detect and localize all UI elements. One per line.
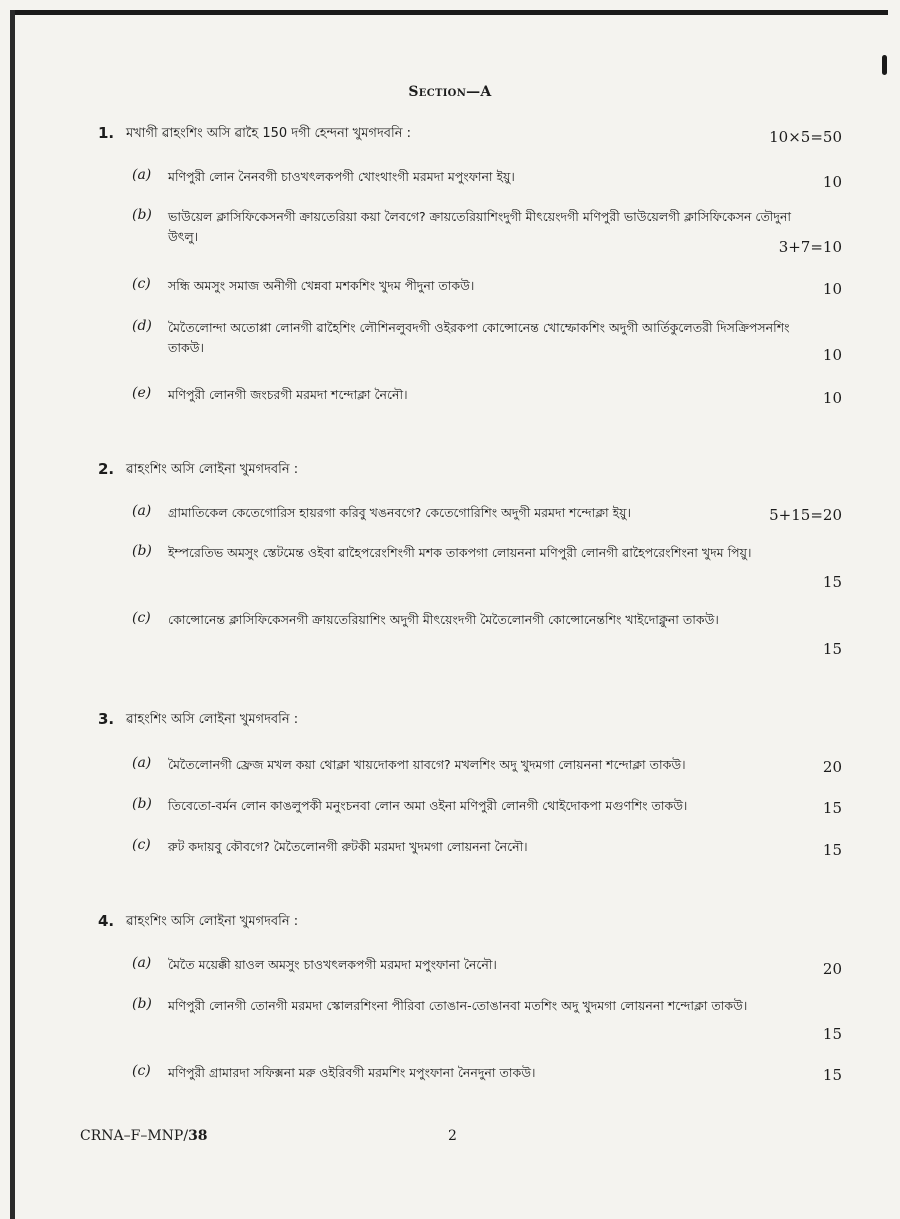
part-label: (d) (132, 318, 152, 334)
part-marks: 10 (822, 346, 842, 364)
part-text: তিবেতো-বর্মন লোন কাঙলুপকী মনুংচনবা লোন অমা ওইনা মণিপুরী লোনগী থোইদোকপা মগুণশিং তাকউ। (168, 798, 688, 813)
part-text: রুট কদায়বু কৌবগে? মৈতৈলোনগী রুটকী মরমদা খুদমগা লোয়ননা নৈনৌ। (168, 839, 528, 854)
part-text: মণিপুরী লোন নৈনবগী চাওখৎলকপগী খোংথাংগী মরমদা মপুংফানা ইয়ু। (168, 169, 515, 184)
part-marks: 3+7=10 (778, 238, 842, 256)
part-marks: 15 (822, 573, 842, 591)
part-text: মৈতৈলোন্দা অতোপ্পা লোনগী ৱাহৈশিং লৌশিনলুবদগী ওইরকপা কোন্সোনেন্ত খোম্ফোকশিং অদুগী আর্তিকুলেতরী দিসক্রিপসনশিং তাকউ। (168, 320, 790, 355)
part-text: মণিপুরী গ্রামারদা সফিক্সনা মরু ওইরিবগী মরমশিং মপুংফানা নৈনদুনা তাকউ। (168, 1065, 536, 1080)
part-marks: 5+15=20 (769, 506, 842, 524)
question-text: ৱাহংশিং অসি লোইনা খুমগদবনি : (126, 462, 299, 477)
part-marks: 20 (822, 960, 842, 978)
section-title: Section—A (408, 84, 492, 100)
part-marks: 10 (822, 280, 842, 298)
part-label: (b) (132, 543, 152, 559)
part-label: (a) (132, 955, 152, 971)
part-label: (a) (132, 167, 152, 183)
part-text: ইম্পরেতিভ অমসুং স্তেটমেন্ত ওইবা ৱাহৈপরেংশিংগী মশক তাকপগা লোয়ননা মণিপুরী লোনগী ৱাহৈপরেংশিংনা খুদম পিয়ু। (168, 545, 752, 560)
part-label: (c) (132, 276, 151, 292)
part-marks: 15 (822, 1025, 842, 1043)
part-label: (c) (132, 837, 151, 853)
part-marks: 15 (822, 1066, 842, 1084)
question-number: 4. (98, 912, 115, 930)
question-marks: 10×5=50 (769, 128, 842, 146)
part-text: সন্ধি অমসুং সমাজ অনীগী খেন্নবা মশকশিং খুদম পীদুনা তাকউ। (168, 278, 475, 293)
scan-top-border (12, 10, 888, 15)
part-text: মণিপুরী লোনগী জংচরগী মরমদা শন্দোক্লা নৈনৌ। (168, 387, 408, 402)
part-marks: 10 (822, 389, 842, 407)
part-marks: 20 (822, 758, 842, 776)
paper-code (80, 1128, 208, 1144)
question-text: ৱাহংশিং অসি লোইনা খুমগদবনি : (126, 712, 299, 727)
question-text: ৱাহংশিং অসি লোইনা খুমগদবনি : (126, 914, 299, 929)
question-number: 1. (98, 124, 115, 142)
part-text: গ্রামাতিকেল কেতেগোরিস হায়রগা করিবু খঙনবগে? কেতেগোরিশিং অদুগী মরমদা শন্দোক্লা ইয়ু। (168, 505, 631, 520)
part-label: (c) (132, 610, 151, 626)
part-label: (b) (132, 996, 152, 1012)
part-text: ভাউয়েল ক্লাসিফিকেসনগী ক্রায়তেরিয়া কয়া লৈবগে? ক্রায়তেরিয়াশিংদুগী মীৎয়েংদগী মণিপুরী ভাউয়েলগী ক্লাসিফিকেসন তৌদুনা উৎলু। (168, 209, 792, 244)
part-text: মৈতৈ ময়েক্কী য়াওল অমসুং চাওখৎলকপগী মরমদা মপুংফানা নৈনৌ। (168, 957, 497, 972)
part-marks: 15 (822, 640, 842, 658)
part-label: (c) (132, 1063, 151, 1079)
scan-edge-mark (882, 55, 887, 75)
part-label: (e) (132, 385, 152, 401)
paper-code-number: 38 (188, 1128, 208, 1144)
part-label: (b) (132, 207, 152, 223)
part-text: কোন্সোনেন্ত ক্লাসিফিকেসনগী ক্রায়তেরিয়াশিং অদুগী মীৎয়েংদগী মৈতৈলোনগী কোন্সোনেন্তশিং খাইদোক্নুনা তাকউ। (168, 612, 719, 627)
paper-code-prefix: CRNA–F–MNP/ (80, 1128, 189, 1144)
scan-left-border (10, 10, 15, 1219)
question-number: 2. (98, 460, 115, 478)
part-marks: 15 (822, 799, 842, 817)
part-label: (b) (132, 796, 152, 812)
part-label: (a) (132, 503, 152, 519)
question-text: মখাগী ৱাহংশিং অসি ৱাহৈ 150 দগী হেন্দনা খুমগদবনি : (126, 126, 412, 141)
part-text: মৈতৈলোনগী ফ্রেজ মখল কয়া থোক্লা খায়দোকপা য়াবগে? মখলশিং অদু খুদমগা লোয়ননা শন্দোক্লা তাকউ। (168, 757, 686, 772)
part-label: (a) (132, 755, 152, 771)
part-marks: 15 (822, 841, 842, 859)
page-number: 2 (448, 1128, 457, 1144)
part-text: মণিপুরী লোনগী তোনগী মরমদা স্কোলরশিংনা পীরিবা তোঙান-তোঙানবা মতশিং অদু খুদমগা লোয়ননা শন্দোক্লা তাকউ। (168, 998, 748, 1013)
part-marks: 10 (822, 173, 842, 191)
question-number: 3. (98, 710, 115, 728)
